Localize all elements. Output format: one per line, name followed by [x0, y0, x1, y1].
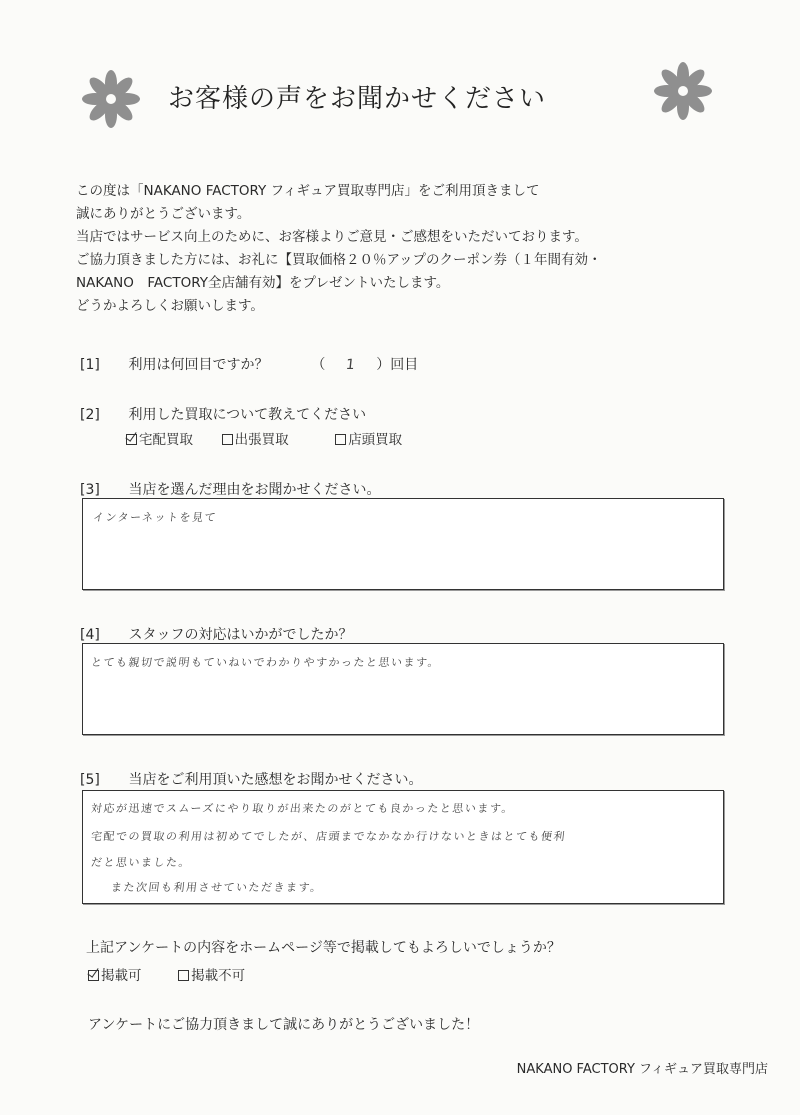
checkbox-checked[interactable] — [126, 434, 137, 445]
question-3 — [80, 479, 380, 499]
handwritten-answer: だと思いました。 — [90, 856, 192, 869]
shop-name: NAKANO FACTORY フィギュア買取専門店 — [516, 1062, 768, 1077]
question-number: [1] — [80, 357, 100, 373]
option-in-store[interactable]: 店頭買取 — [335, 432, 402, 448]
intro-line: NAKANO FACTORY全店舗有効】をプレゼントいたします。 — [76, 275, 450, 291]
question-text: 利用は何回目ですか？ — [128, 357, 269, 373]
handwritten-answer: また次回も利用させていただきます。 — [110, 881, 324, 894]
intro-line: 誠にありがとうございます。 — [76, 206, 251, 222]
question-number: [5] — [80, 772, 100, 788]
handwritten-answer: とても親切で説明もていねいでわかりやすかったと思います。 — [90, 656, 441, 669]
flower-icon-right — [652, 60, 714, 122]
handwritten-answer: インターネットを見て — [92, 511, 218, 524]
paren-close: ）回目 — [376, 357, 419, 373]
question-text: 当店を選んだ理由をお聞かせください。 — [128, 482, 381, 498]
checkbox[interactable] — [178, 970, 189, 981]
thanks-message: アンケートにご協力頂きまして誠にありがとうございました！ — [88, 1017, 480, 1033]
paren-open: （ — [311, 357, 326, 373]
question-1 — [80, 354, 418, 374]
option-onsite[interactable]: 出張買取 — [222, 432, 289, 448]
publish-question: 上記アンケートの内容をホームページ等で掲載してもよろしいでしょうか？ — [86, 940, 561, 956]
checkbox-checked[interactable] — [88, 970, 99, 981]
answer-box-4[interactable] — [82, 643, 724, 735]
intro-line: どうかよろしくお願いします。 — [76, 298, 264, 314]
question-text: 利用した買取について教えてください — [128, 407, 367, 423]
question-2 — [80, 404, 366, 424]
question-4 — [80, 624, 352, 644]
option-publish-ok[interactable]: 掲載可 — [88, 968, 142, 984]
answer-box-3[interactable] — [82, 498, 724, 590]
checkbox[interactable] — [335, 434, 346, 445]
purchase-type-options — [126, 428, 402, 448]
question-text: 当店をご利用頂いた感想をお聞かせください。 — [128, 772, 423, 788]
visit-count-answer[interactable]: 1 — [344, 357, 357, 373]
intro-line: ご協力頂きました方には、お礼に【買取価格２０％アップのクーポン券（１年間有効・ — [76, 252, 602, 268]
question-text: スタッフの対応はいかがでしたか？ — [128, 627, 353, 643]
answer-box-5[interactable] — [82, 790, 724, 904]
question-number: [4] — [80, 627, 100, 643]
publish-options — [88, 964, 245, 984]
checkbox[interactable] — [222, 434, 233, 445]
option-publish-ng[interactable]: 掲載不可 — [178, 968, 245, 984]
option-home-delivery[interactable]: 宅配買取 — [126, 432, 193, 448]
flower-icon-left — [80, 68, 142, 130]
handwritten-answer: 対応が迅速でスムーズにやり取りが出来たのがとても良かったと思います。 — [90, 802, 515, 815]
intro-line: この度は「NAKANO FACTORY フィギュア買取専門店」をご利用頂きまして — [76, 183, 540, 199]
intro-line: 当店ではサービス向上のために、お客様よりご意見・ご感想をいただいております。 — [76, 229, 588, 245]
question-5 — [80, 769, 422, 789]
question-number: [2] — [80, 407, 100, 423]
intro-text — [76, 180, 602, 318]
question-number: [3] — [80, 482, 100, 498]
page-title: お客様の声をお聞かせください — [168, 84, 547, 114]
handwritten-answer: 宅配での買取の利用は初めてでしたが、店頭までなかなか行けないときはとても便利 — [90, 830, 567, 843]
